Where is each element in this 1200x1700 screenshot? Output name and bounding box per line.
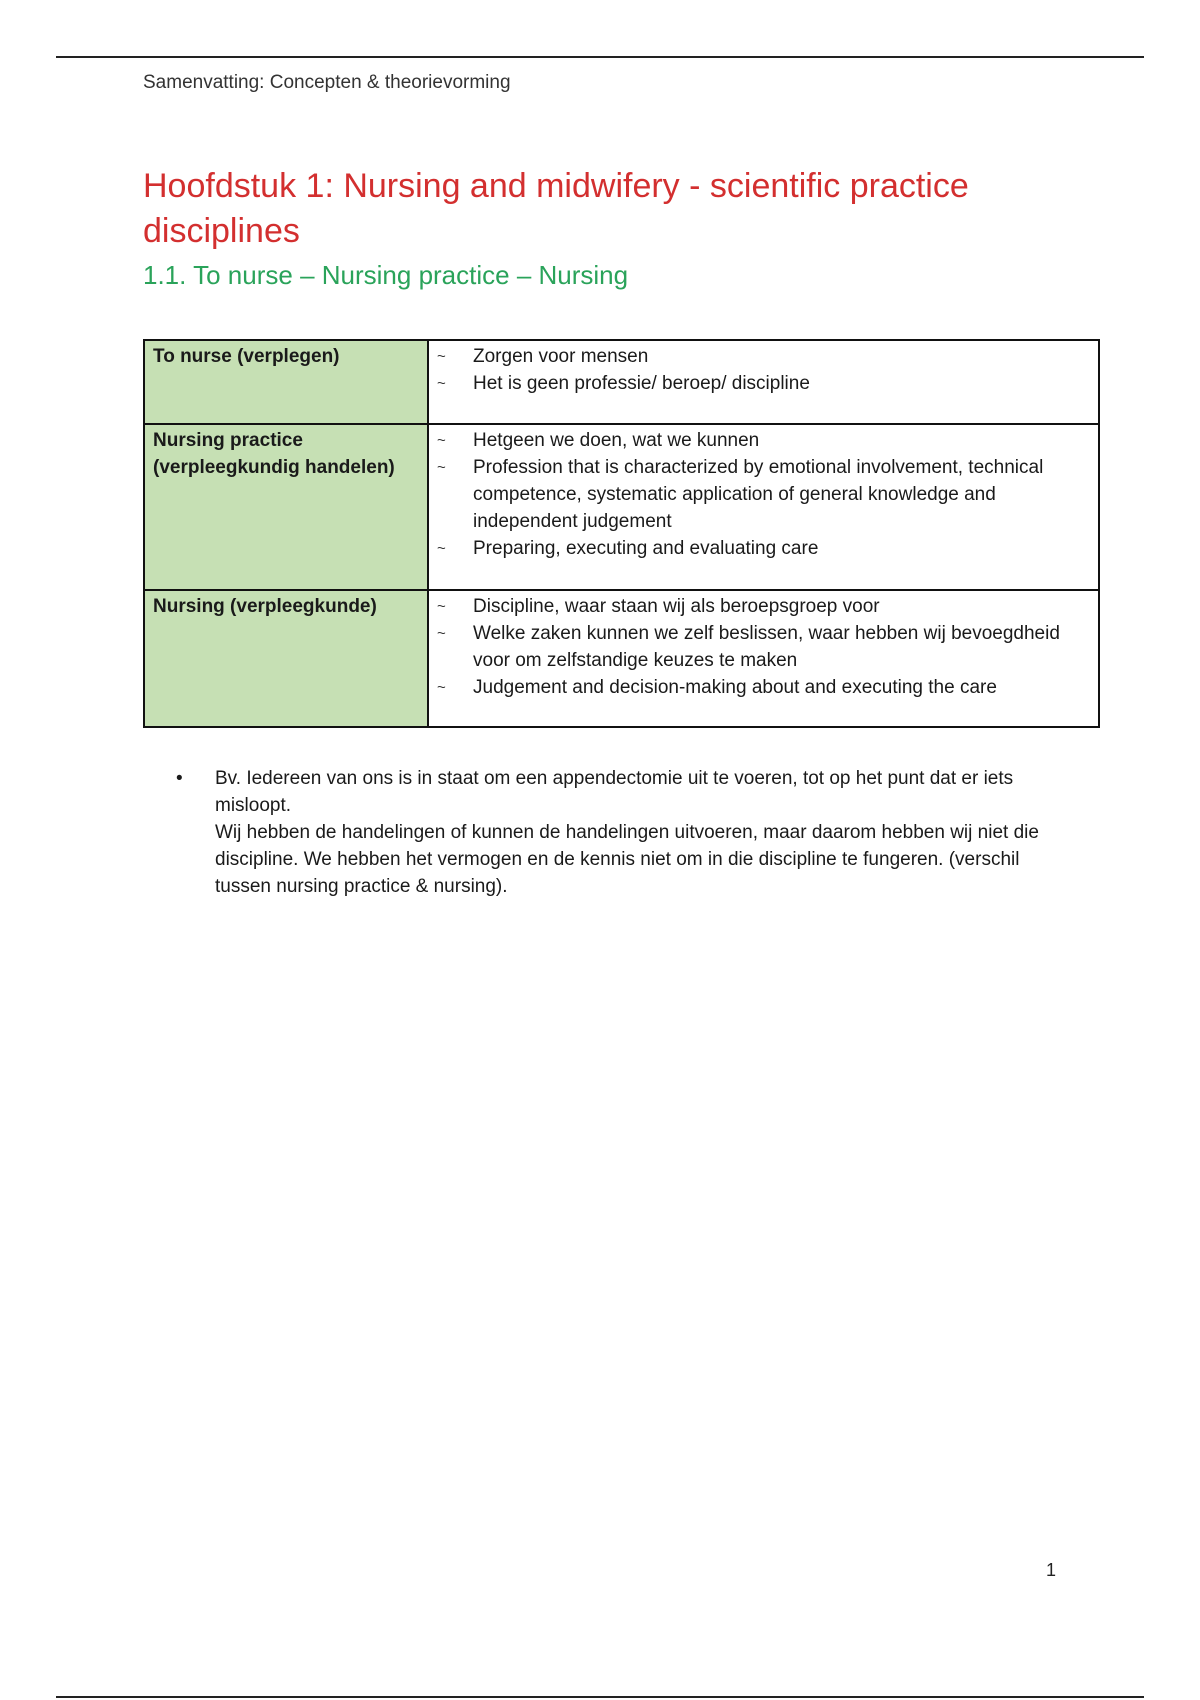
- section-title: 1.1. To nurse – Nursing practice – Nursing: [143, 260, 629, 290]
- note-line-2: Wij hebben de handelingen of kunnen de handelingen uitvoeren, maar daarom hebben wij niet die discipline. We hebben het vermogen en de kennis niet om in die discipline te fungeren. (verschil tussen nursing practice & nursing).: [215, 822, 1039, 897]
- list-item: [437, 674, 1090, 701]
- footer-rule: [56, 1696, 1144, 1698]
- list-item: [437, 620, 1090, 674]
- bullet-dot: •: [176, 768, 183, 789]
- example-note: [176, 765, 1056, 900]
- point-list: [437, 593, 1090, 701]
- definitions-table: [143, 339, 1100, 728]
- list-item: [437, 370, 1090, 397]
- table-row: [144, 340, 1099, 424]
- point-text: Judgement and decision-making about and executing the care: [473, 677, 997, 698]
- table-row: [144, 424, 1099, 590]
- point-text: Het is geen professie/ beroep/ discipline: [473, 373, 810, 394]
- description-cell: [428, 590, 1099, 727]
- point-text: Preparing, executing and evaluating care: [473, 538, 819, 559]
- description-cell: [428, 340, 1099, 424]
- list-item: [437, 593, 1090, 620]
- running-header: Samenvatting: Concepten & theorievorming: [143, 72, 511, 93]
- tilde-bullet: ~: [437, 459, 446, 476]
- tilde-bullet: ~: [437, 679, 446, 696]
- point-list: [437, 343, 1090, 397]
- point-list: [437, 427, 1090, 562]
- note-line-1: Bv. Iedereen van ons is in staat om een appendectomie uit te voeren, tot op het punt dat er iets misloopt.: [215, 768, 1014, 816]
- term-cell: Nursing practice (verpleegkundig handelen): [144, 424, 428, 590]
- table-row: [144, 590, 1099, 727]
- point-text: Hetgeen we doen, wat we kunnen: [473, 430, 760, 451]
- point-text: Welke zaken kunnen we zelf beslissen, waar hebben wij bevoegdheid voor om zelfstandige keuzes te maken: [473, 623, 1060, 671]
- tilde-bullet: ~: [437, 625, 446, 642]
- description-cell: [428, 424, 1099, 590]
- term-cell: Nursing (verpleegkunde): [144, 590, 428, 727]
- note-body: [215, 765, 1056, 900]
- point-text: Zorgen voor mensen: [473, 346, 649, 367]
- tilde-bullet: ~: [437, 598, 446, 615]
- tilde-bullet: ~: [437, 540, 446, 557]
- header-rule: [56, 56, 1144, 58]
- point-text: Profession that is characterized by emotional involvement, technical competence, systematic application of general knowledge and independent judgement: [473, 457, 1044, 532]
- list-item: [437, 454, 1090, 535]
- tilde-bullet: ~: [437, 348, 446, 365]
- term-cell: To nurse (verplegen): [144, 340, 428, 424]
- chapter-title: Hoofdstuk 1: Nursing and midwifery - scientific practice disciplines: [143, 167, 969, 250]
- tilde-bullet: ~: [437, 432, 446, 449]
- page-number: 1: [1046, 1560, 1057, 1580]
- list-item: [437, 343, 1090, 370]
- list-item: [437, 427, 1090, 454]
- tilde-bullet: ~: [437, 375, 446, 392]
- point-text: Discipline, waar staan wij als beroepsgroep voor: [473, 596, 880, 617]
- list-item: [437, 535, 1090, 562]
